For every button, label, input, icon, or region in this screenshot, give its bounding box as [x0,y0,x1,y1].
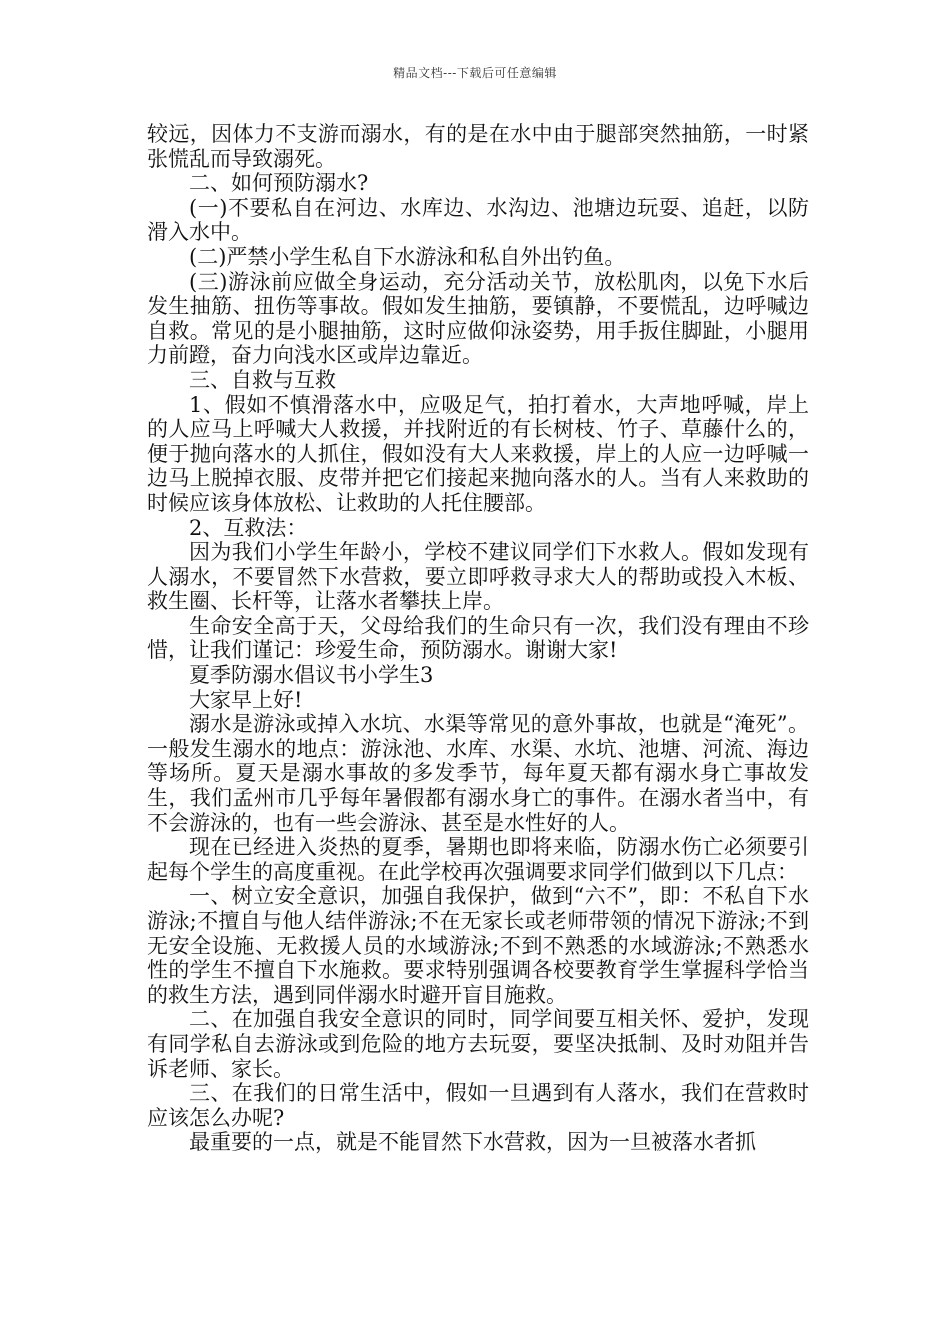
paragraph: (一)不要私自在河边、水库边、水沟边、池塘边玩耍、追赶，以防滑入水中。 [147,195,809,245]
document-title: 夏季防溺水倡议书小学生3 [189,663,434,688]
section-heading: 2、互救法： [189,515,308,540]
section-heading: 二、如何预防溺水? [189,171,369,196]
page-header: 精品文档---下载后可任意编辑 [393,66,557,80]
paragraph: 三、在我们的日常生活中，假如一旦遇到有人落水，我们在营救时应该怎么办呢? [147,1081,809,1130]
greeting: 大家早上好! [189,687,303,712]
paragraph: 现在已经进入炎热的夏季，暑期也即将来临，防溺水伤亡必须要引起每个学生的高度重视。在此学校再次强调要求同学们做到以下几点： [147,835,809,884]
paragraph: (二)严禁小学生私自下水游泳和私自外出钓鱼。 [189,244,626,269]
paragraph: (三)游泳前应做全身运动，充分活动关节，放松肌肉，以免下水后发生抽筋、扭伤等事故。假如发生抽筋，要镇静，不要慌乱，边呼喊边自救。常见的是小腿抽筋，这时应做仰泳姿势，用手扳住脚趾，小腿用力前蹬，奋力向浅水区或岸边靠近。 [147,269,809,368]
section-heading: 三、自救与互救 [189,367,336,392]
paragraph: 较远，因体力不支游而溺水，有的是在水中由于腿部突然抽筋，一时紧张慌乱而导致溺死。 [147,122,809,171]
document-body [147,122,809,1155]
paragraph: 生命安全高于天，父母给我们的生命只有一次，我们没有理由不珍惜，让我们谨记：珍爱生命，预防溺水。谢谢大家! [147,613,809,663]
paragraph: 溺水是游泳或掉入水坑、水渠等常见的意外事故，也就是“淹死”。一般发生溺水的地点：游泳池、水库、水渠、水坑、池塘、河流、海边等场所。夏天是溺水事故的多发季节，每年夏天都有溺水身亡事故发生，我们孟州市几乎每年暑假都有溺水身亡的事件。在溺水者当中，有不会游泳的，也有一些会游泳、甚至是水性好的人。 [147,712,809,835]
paragraph: 二、在加强自我安全意识的同时，同学间要互相关怀、爱护，发现有同学私自去游泳或到危险的地方去玩耍，要坚决抵制、及时劝阻并告诉老师、家长。 [147,1007,809,1081]
paragraph: 因为我们小学生年龄小，学校不建议同学们下水救人。假如发现有人溺水，不要冒然下水营救，要立即呼救寻求大人的帮助或投入木板、救生圈、长杆等，让落水者攀扶上岸。 [147,540,809,614]
paragraph: 最重要的一点，就是不能冒然下水营救，因为一旦被落水者抓 [189,1130,756,1155]
paragraph: 一、树立安全意识，加强自我保护，做到“六不”，即：不私自下水游泳;不擅自与他人结伴游泳;不在无家长或老师带领的情况下游泳;不到无安全设施、无救援人员的水域游泳;不到不熟悉的水域游泳;不熟悉水性的学生不擅自下水施救。要求特别强调各校要教育学生掌握科学恰当的救生方法，遇到同伴溺水时避开盲目施救。 [147,884,809,1007]
paragraph: 1、假如不慎滑落水中，应吸足气，拍打着水，大声地呼喊，岸上的人应马上呼喊大人救援，并找附近的有长树枝、竹子、草藤什么的，便于抛向落水的人抓住，假如没有大人来救援，岸上的人应一边呼喊一边马上脱掉衣服、皮带并把它们接起来抛向落水的人。当有人来救助的时候应该身体放松、让救助的人托住腰部。 [147,392,809,515]
